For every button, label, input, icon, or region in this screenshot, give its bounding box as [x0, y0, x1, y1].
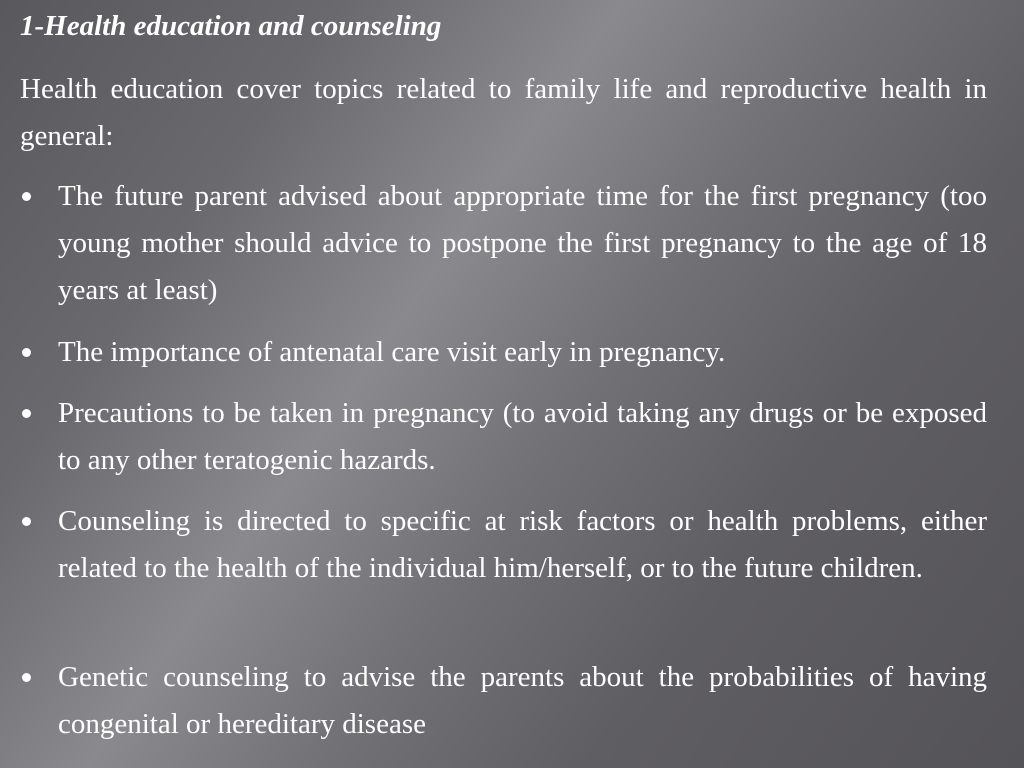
bullet-text: Precautions to be taken in pregnancy (to avoid taking any drugs or be exposed to any other teratogenic hazards. [58, 397, 987, 476]
bullet-text: Counseling is directed to specific at risk factors or health problems, either related to the health of the individual him/herself, or to the future children. [58, 505, 987, 584]
bullet-dot-icon [22, 673, 31, 682]
bullet-text: The importance of antenatal care visit early in pregnancy. [58, 336, 726, 368]
bullet-dot-icon [22, 348, 31, 357]
bullet-item-precautions [20, 390, 987, 484]
bullet-text: Genetic counseling to advise the parents about the probabilities of having congenital or hereditary disease [58, 661, 987, 740]
bullet-dot-icon [22, 409, 31, 418]
slide-heading: 1-Health education and counseling [20, 10, 442, 42]
bullet-item-antenatal-care [20, 329, 987, 376]
bullet-text: The future parent advised about appropriate time for the first pregnancy (too young mother should advice to postpone the first pregnancy to the age of 18 years at least) [58, 180, 987, 306]
bullet-item-genetic-counseling [20, 654, 987, 748]
bullet-dot-icon [22, 192, 31, 201]
intro-paragraph: Health education cover topics related to family life and reproductive health in general: [20, 73, 987, 152]
bullet-item-counseling-risk-factors [20, 498, 987, 592]
bullet-item-first-pregnancy-timing [20, 173, 987, 314]
bullet-dot-icon [22, 517, 31, 526]
